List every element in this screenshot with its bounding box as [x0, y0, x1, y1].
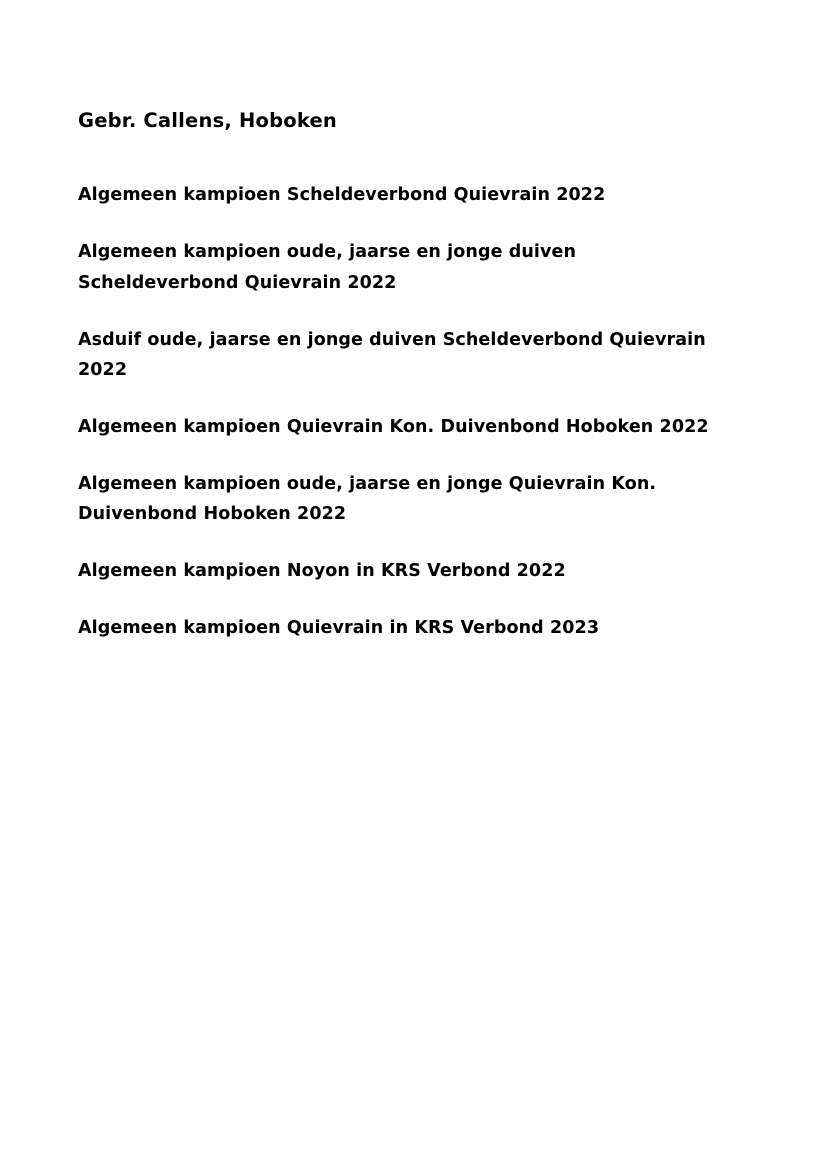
list-item: Asduif oude, jaarse en jonge duiven Scheldeverbond Quievrain 2022 — [78, 329, 706, 380]
list-item: Algemeen kampioen Quievrain in KRS Verbond 2023 — [78, 618, 600, 639]
list-item: Algemeen kampioen Scheldeverbond Quievrain 2022 — [78, 185, 606, 206]
list-item: Algemeen kampioen oude, jaarse en jonge Quievrain Kon. Duivenbond Hoboken 2022 — [78, 473, 657, 524]
list-item: Algemeen kampioen Noyon in KRS Verbond 2022 — [78, 561, 566, 582]
list-item: Algemeen kampioen Quievrain Kon. Duivenbond Hoboken 2022 — [78, 416, 709, 437]
page-title: Gebr. Callens, Hoboken — [78, 109, 337, 132]
achievement-list — [78, 180, 742, 643]
list-item: Algemeen kampioen oude, jaarse en jonge duiven Scheldeverbond Quievrain 2022 — [78, 242, 577, 293]
